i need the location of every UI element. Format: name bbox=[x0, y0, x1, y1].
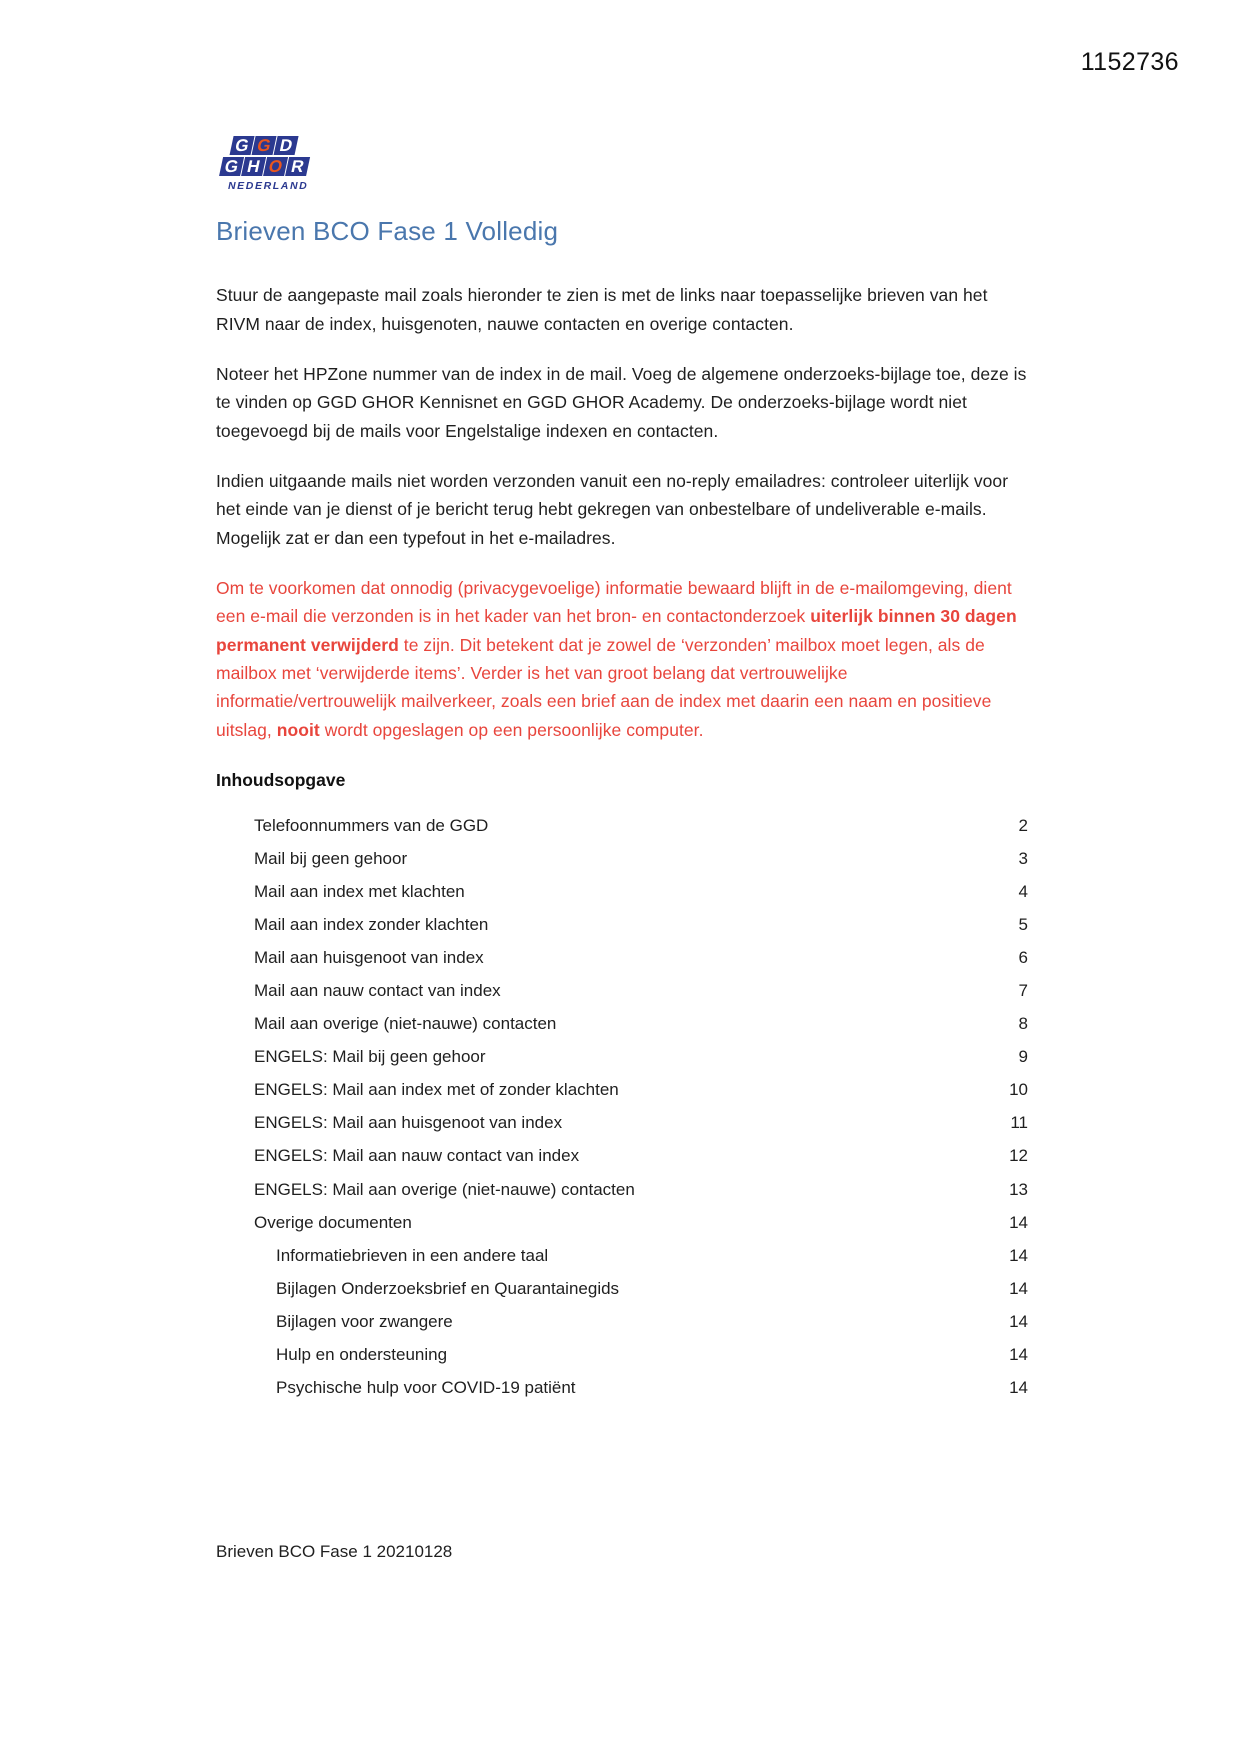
toc-entry-page-number: 6 bbox=[1018, 947, 1028, 967]
svg-text:R: R bbox=[289, 156, 306, 176]
svg-text:O: O bbox=[266, 156, 285, 176]
paragraph-intro: Stuur de aangepaste mail zoals hieronder te zien is met de links naar toepasselijke brieven van het RIVM naar de index, huisgenoten, nauwe contacten en overige contacten. bbox=[216, 285, 988, 334]
toc-entry-label: Hulp en ondersteuning bbox=[276, 1345, 448, 1364]
warning-text: Om te voorkomen dat onnodig (privacygevoelige) informatie bewaard blijft in de e-mailomgeving, dient een e-mail die verzonden is in het kader van het bron- en contactonderzoek bbox=[216, 577, 1012, 627]
toc-entry[interactable] bbox=[254, 908, 1028, 941]
toc-entry-page-number: 11 bbox=[1010, 1113, 1028, 1133]
toc-entry-page-number: 14 bbox=[1009, 1245, 1028, 1265]
toc-entry-page-number: 9 bbox=[1018, 1047, 1028, 1067]
toc-entry-page-number: 10 bbox=[1009, 1080, 1028, 1100]
privacy-warning-paragraph bbox=[216, 574, 1028, 744]
paragraph-hpzone: Noteer het HPZone nummer van de index in de mail. Voeg de algemene onderzoeks-bijlage toe, deze is te vinden op GGD GHOR Kennisnet en GGD GHOR Academy. De onderzoeks-bijlage wordt niet toegevoegd bij de mails voor Engelstalige indexen en contacten. bbox=[216, 363, 1027, 441]
toc-entry-page-number: 12 bbox=[1009, 1146, 1028, 1166]
toc-entry-label: ENGELS: Mail bij geen gehoor bbox=[254, 1047, 486, 1067]
table-of-contents bbox=[254, 809, 1028, 1405]
document-content bbox=[216, 134, 1028, 1405]
toc-entry[interactable] bbox=[254, 842, 1028, 875]
toc-entry[interactable] bbox=[254, 1372, 1028, 1405]
toc-list-wrapper bbox=[254, 809, 1028, 1405]
toc-entry-label: Bijlagen voor zwangere bbox=[276, 1311, 453, 1331]
toc-entry[interactable] bbox=[254, 875, 1028, 908]
svg-text:D: D bbox=[277, 135, 295, 155]
toc-entry-label: Overige documenten bbox=[254, 1212, 412, 1232]
toc-entry-label: Bijlagen Onderzoeksbrief en Quarantainegids bbox=[276, 1278, 620, 1298]
document-id: 1152736 bbox=[1080, 48, 1179, 76]
toc-entry-page-number: 2 bbox=[1018, 815, 1028, 835]
toc-entry[interactable] bbox=[254, 941, 1028, 974]
paragraph-list bbox=[216, 281, 1028, 552]
toc-entry-label: Mail aan huisgenoot van index bbox=[254, 947, 484, 967]
toc-entry-label: Mail aan index met klachten bbox=[254, 881, 465, 901]
toc-entry-page-number: 14 bbox=[1009, 1278, 1028, 1298]
toc-entry[interactable] bbox=[254, 809, 1028, 842]
toc-entry[interactable] bbox=[254, 1008, 1028, 1041]
toc-entry-label: ENGELS: Mail aan overige (niet-nauwe) contacten bbox=[254, 1179, 635, 1199]
toc-entry[interactable] bbox=[254, 1239, 1028, 1272]
toc-entry-label: Mail aan overige (niet-nauwe) contacten bbox=[254, 1014, 557, 1034]
svg-text:G: G bbox=[222, 156, 241, 176]
toc-entry[interactable] bbox=[254, 1339, 1028, 1372]
toc-entry-page-number: 5 bbox=[1018, 914, 1028, 934]
warning-emphasis: uiterlijk binnen 30 dagen permanent verwijderd bbox=[216, 606, 1017, 655]
toc-entry-page-number: 7 bbox=[1018, 980, 1028, 1000]
toc-entry-label: Psychische hulp voor COVID-19 patiënt bbox=[276, 1378, 576, 1398]
toc-entry[interactable] bbox=[254, 1305, 1028, 1338]
toc-entry-page-number: 13 bbox=[1009, 1179, 1028, 1199]
toc-entry-page-number: 4 bbox=[1018, 881, 1028, 901]
toc-entry-label: Mail aan index zonder klachten bbox=[254, 914, 489, 934]
svg-text:G: G bbox=[233, 135, 251, 155]
toc-heading: Inhoudsopgave bbox=[216, 770, 346, 790]
toc-entry-page-number: 14 bbox=[1009, 1311, 1028, 1331]
toc-entry-label: Informatiebrieven in een andere taal bbox=[276, 1245, 549, 1265]
toc-entry[interactable] bbox=[254, 1173, 1028, 1206]
svg-text:H: H bbox=[245, 156, 262, 176]
logo-svg bbox=[216, 134, 366, 196]
document-footer: Brieven BCO Fase 1 20210128 bbox=[216, 1542, 453, 1561]
page-title: Brieven BCO Fase 1 Volledig bbox=[216, 216, 559, 246]
ggd-ghor-nederland-logo bbox=[216, 134, 366, 196]
toc-entry-page-number: 14 bbox=[1009, 1378, 1028, 1398]
logo-nederland-text: NEDERLAND bbox=[228, 180, 309, 192]
toc-entry[interactable] bbox=[254, 1140, 1028, 1173]
toc-entry-label: ENGELS: Mail aan index met of zonder klachten bbox=[254, 1080, 619, 1100]
toc-entry[interactable] bbox=[254, 974, 1028, 1007]
toc-entry-page-number: 8 bbox=[1018, 1014, 1028, 1034]
warning-text: te zijn. Dit betekent dat je zowel de ‘verzonden’ mailbox moet legen, als de mailbox met ‘verwijderde items’. Verder is het van groot belang dat vertrouwelijke informatie/vertrouwelijk mailverkeer, zoals een brief aan de index met daarin een naam en positieve uitslag, bbox=[216, 634, 992, 740]
toc-entry-label: ENGELS: Mail aan nauw contact van index bbox=[254, 1146, 580, 1166]
toc-entry-label: Telefoonnummers van de GGD bbox=[254, 815, 489, 835]
toc-entry-label: Mail aan nauw contact van index bbox=[254, 980, 501, 1000]
toc-entry-page-number: 3 bbox=[1018, 848, 1028, 868]
paragraph-noreply: Indien uitgaande mails niet worden verzonden vanuit een no-reply emailadres: controleer uiterlijk voor het einde van je dienst of je bericht terug hebt gekregen van onbestelbare of undeliverable e-mails. Mogelijk zat er dan een typefout in het e-mailadres. bbox=[216, 470, 1009, 548]
toc-entry[interactable] bbox=[254, 1074, 1028, 1107]
toc-entry-page-number: 14 bbox=[1009, 1345, 1028, 1364]
toc-entry[interactable] bbox=[254, 1107, 1028, 1140]
toc-entry[interactable] bbox=[254, 1272, 1028, 1305]
toc-entry-page-number: 14 bbox=[1009, 1212, 1028, 1232]
toc-entry-label: ENGELS: Mail aan huisgenoot van index bbox=[254, 1113, 563, 1133]
warning-emphasis: nooit bbox=[276, 719, 320, 740]
toc-entry-label: Mail bij geen gehoor bbox=[254, 848, 408, 868]
svg-text:G: G bbox=[255, 135, 273, 155]
toc-entry[interactable] bbox=[254, 1041, 1028, 1074]
warning-text: wordt opgeslagen op een persoonlijke computer. bbox=[319, 719, 704, 740]
toc-entry[interactable] bbox=[254, 1206, 1028, 1239]
